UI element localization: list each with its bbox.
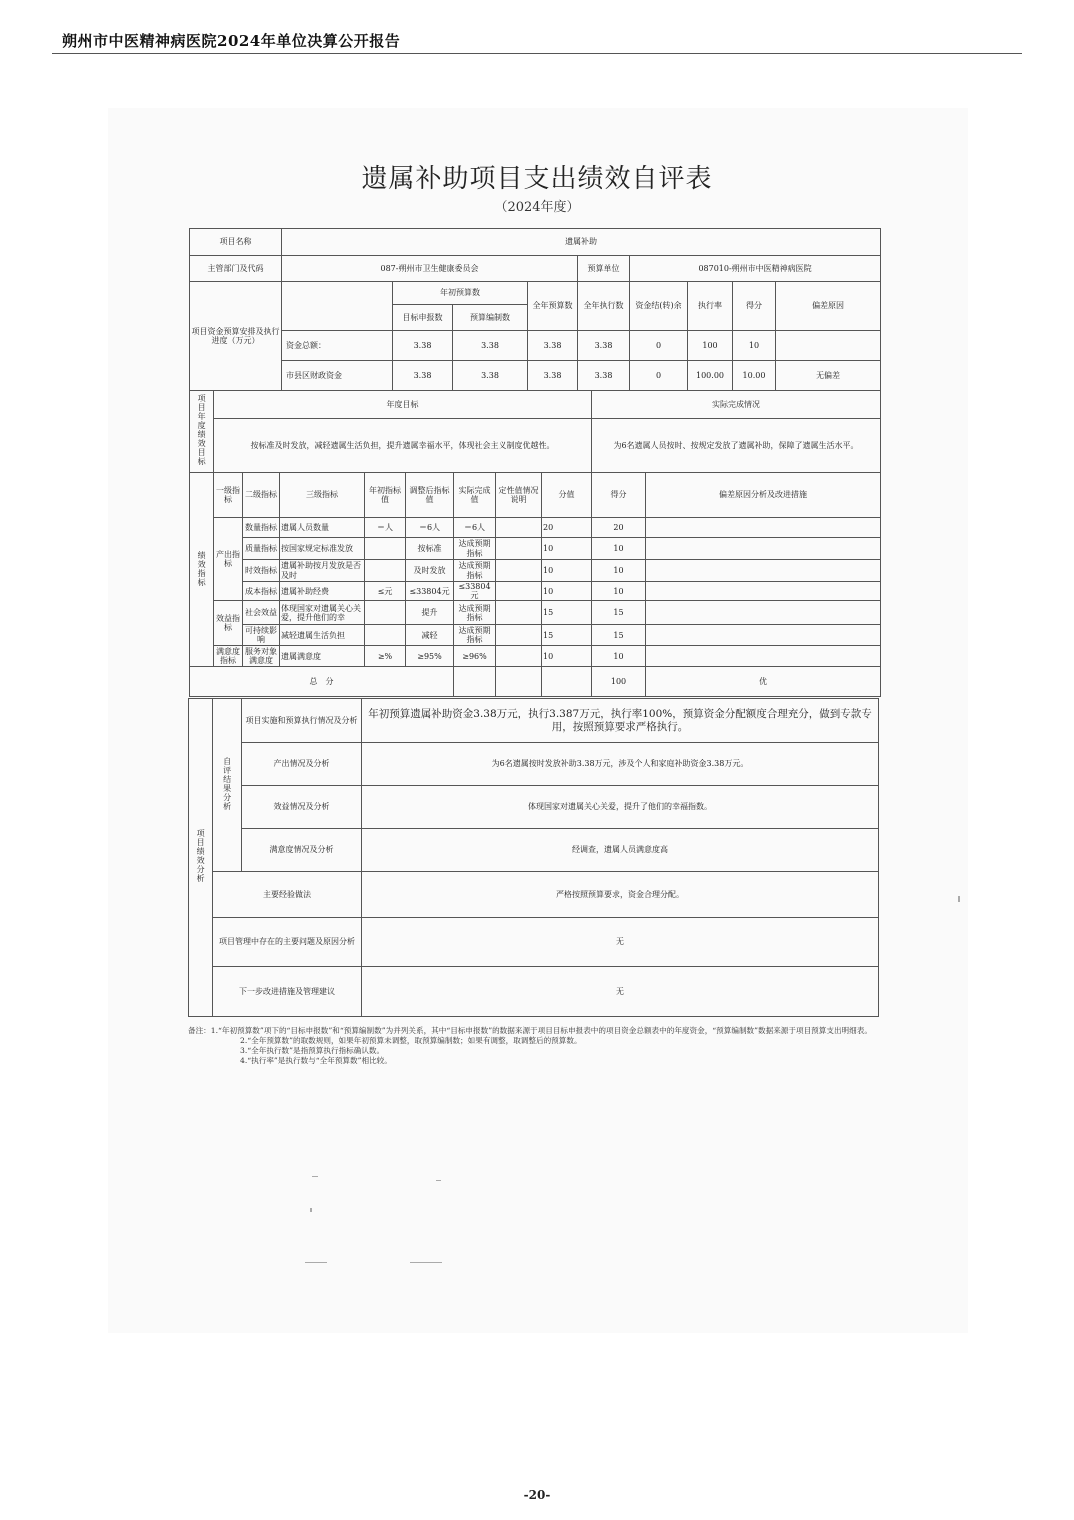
scan-speck bbox=[436, 1180, 441, 1181]
indicator-table bbox=[189, 390, 881, 697]
level2-header: 二级指标 bbox=[243, 473, 280, 518]
analysis-cell bbox=[646, 601, 881, 625]
initial-budget-header: 年初预算数 bbox=[393, 282, 528, 305]
budget-compiled-header: 预算编制数 bbox=[453, 305, 528, 331]
experience-label: 主要经验做法 bbox=[213, 872, 362, 918]
actual-cell: ＝6人 bbox=[454, 518, 496, 538]
report-header: 朔州市中医精神病医院2024年单位决算公开报告 bbox=[62, 32, 401, 50]
budget-cell: 3.38 bbox=[393, 361, 453, 391]
exec-rate-header: 执行率 bbox=[688, 282, 733, 331]
budget-cell: 0 bbox=[630, 361, 688, 391]
annual-exec-header: 全年执行数 bbox=[578, 282, 630, 331]
actual-cell: 达成预期指标 bbox=[454, 601, 496, 625]
qualitative-cell bbox=[496, 582, 542, 601]
next-steps-text: 无 bbox=[362, 967, 879, 1017]
level3-cell: 减轻遗属生活负担 bbox=[280, 625, 365, 646]
initial-cell bbox=[365, 625, 406, 646]
annual-goal-header: 年度目标 bbox=[214, 391, 592, 419]
actual-cell: 达成预期指标 bbox=[454, 560, 496, 582]
qualitative-cell bbox=[496, 646, 542, 667]
goals-side-label: 项目年度绩效目标 bbox=[190, 391, 214, 473]
adjusted-cell: 按标准 bbox=[406, 538, 454, 560]
budget-cell: 3.38 bbox=[578, 331, 630, 361]
scan-speck bbox=[958, 896, 960, 902]
score-cell: 10 bbox=[592, 582, 646, 601]
score-cell: 10 bbox=[592, 560, 646, 582]
scan-speck bbox=[310, 1208, 312, 1212]
total-blank bbox=[496, 667, 542, 697]
score-cell: 10 bbox=[592, 646, 646, 667]
output-group-label: 产出指标 bbox=[214, 518, 243, 601]
level2-cell: 时效指标 bbox=[243, 560, 280, 582]
qualitative-cell bbox=[496, 625, 542, 646]
analysis-table bbox=[188, 698, 879, 1017]
level2-cell: 成本指标 bbox=[243, 582, 280, 601]
budget-cell: 10.00 bbox=[733, 361, 776, 391]
analysis-side-label: 项目绩效分析 bbox=[189, 699, 213, 1017]
qualitative-cell bbox=[496, 538, 542, 560]
level3-cell: 遗属补助按月发放是否及时 bbox=[280, 560, 365, 582]
level2-cell: 数量指标 bbox=[243, 518, 280, 538]
budget-row-label: 项目资金预算安排及执行进度（万元） bbox=[190, 282, 282, 391]
benefit-analysis-text: 体现国家对遗属关心关爱，提升了他们的幸福指数。 bbox=[362, 786, 879, 829]
initial-cell bbox=[365, 560, 406, 582]
next-steps-label: 下一步改进措施及管理建议 bbox=[213, 967, 362, 1017]
satisfaction-analysis-text: 经调查，遗属人员满意度高 bbox=[362, 829, 879, 872]
actual-completion-header: 实际完成情况 bbox=[592, 391, 881, 419]
initial-cell bbox=[365, 538, 406, 560]
dept-value: 087-朔州市卫生健康委员会 bbox=[282, 256, 578, 282]
problems-label: 项目管理中存在的主要问题及原因分析 bbox=[213, 918, 362, 967]
qualitative-cell bbox=[496, 560, 542, 582]
budget-table bbox=[189, 228, 881, 391]
budget-blank-cell bbox=[282, 282, 393, 331]
level1-header: 一级指标 bbox=[214, 473, 243, 518]
level3-header: 三级指标 bbox=[280, 473, 365, 518]
footnotes bbox=[188, 1026, 878, 1065]
budget-cell: 无偏差 bbox=[776, 361, 881, 391]
form-subtitle: （2024年度） bbox=[494, 200, 580, 215]
form-title: 遗属补助项目支出绩效自评表 bbox=[361, 164, 713, 194]
budget-cell: 10 bbox=[733, 331, 776, 361]
level2-cell: 服务对象满意度 bbox=[243, 646, 280, 667]
footnote-2: 2.“全年预算数”的取数规则，如果年初预算未调整，取预算编制数；如果有调整，取调整后的预算数。 bbox=[240, 1035, 582, 1045]
problems-text: 无 bbox=[362, 918, 879, 967]
total-blank bbox=[454, 667, 496, 697]
project-name-label: 项目名称 bbox=[190, 229, 282, 256]
budget-cell bbox=[776, 331, 881, 361]
score-cell: 15 bbox=[592, 625, 646, 646]
annual-budget-header: 全年预算数 bbox=[528, 282, 578, 331]
level3-cell: 体现国家对遗属关心关爱，提升他们的幸 bbox=[280, 601, 365, 625]
analysis-cell bbox=[646, 538, 881, 560]
points-cell: 10 bbox=[542, 646, 592, 667]
level2-cell: 社会效益 bbox=[243, 601, 280, 625]
points-header: 分值 bbox=[542, 473, 592, 518]
output-analysis-text: 为6名遗属按时发放补助3.38万元，涉及个人和家庭补助资金3.38万元。 bbox=[362, 743, 879, 786]
budget-cell: 100 bbox=[688, 331, 733, 361]
annual-goal-text: 按标准及时发放，减轻遗属生活负担，提升遗属幸福水平，体现社会主义制度优越性。 bbox=[214, 419, 592, 473]
adjusted-value-header: 调整后指标值 bbox=[406, 473, 454, 518]
footnote-3: 3.“全年执行数”是指预算执行指标确认数。 bbox=[240, 1045, 385, 1055]
actual-cell: 达成预期指标 bbox=[454, 625, 496, 646]
score-header: 得分 bbox=[733, 282, 776, 331]
analysis-cell bbox=[646, 646, 881, 667]
initial-value-header: 年初指标值 bbox=[365, 473, 406, 518]
target-declared-header: 目标申报数 bbox=[393, 305, 453, 331]
header-divider bbox=[52, 53, 1022, 54]
adjusted-cell: 及时发放 bbox=[406, 560, 454, 582]
analysis-cell bbox=[646, 625, 881, 646]
scan-speck bbox=[410, 1262, 442, 1263]
initial-cell: ＝人 bbox=[365, 518, 406, 538]
benefit-group-label: 效益指标 bbox=[214, 601, 243, 646]
budget-cell: 3.38 bbox=[528, 361, 578, 391]
benefit-analysis-label: 效益情况及分析 bbox=[242, 786, 362, 829]
budget-row-name: 资金总额： bbox=[282, 331, 393, 361]
score-cell: 20 bbox=[592, 518, 646, 538]
budget-cell: 3.38 bbox=[453, 361, 528, 391]
points-cell: 10 bbox=[542, 582, 592, 601]
level2-cell: 可持续影响 bbox=[243, 625, 280, 646]
adjusted-cell: ≤33804元 bbox=[406, 582, 454, 601]
level2-cell: 质量指标 bbox=[243, 538, 280, 560]
unit-value: 087010-朔州市中医精神病医院 bbox=[630, 256, 881, 282]
scan-speck bbox=[312, 1176, 318, 1177]
output-analysis-label: 产出情况及分析 bbox=[242, 743, 362, 786]
actual-cell: 达成预期指标 bbox=[454, 538, 496, 560]
unit-label: 预算单位 bbox=[578, 256, 630, 282]
analysis-cell bbox=[646, 518, 881, 538]
scan-speck bbox=[305, 1262, 327, 1263]
dept-label: 主管部门及代码 bbox=[190, 256, 282, 282]
level3-cell: 遗属补助经费 bbox=[280, 582, 365, 601]
total-blank bbox=[542, 667, 592, 697]
adjusted-cell: ≥95% bbox=[406, 646, 454, 667]
initial-cell: ≤元 bbox=[365, 582, 406, 601]
qualitative-header: 定性值情况说明 bbox=[496, 473, 542, 518]
budget-row-name: 市县区财政资金 bbox=[282, 361, 393, 391]
total-grade: 优 bbox=[646, 667, 881, 697]
score-cell: 10 bbox=[592, 538, 646, 560]
impl-label: 项目实施和预算执行情况及分析 bbox=[242, 699, 362, 743]
score-header: 得分 bbox=[592, 473, 646, 518]
actual-completion-text: 为6名遗属人员按时、按规定发放了遗属补助，保障了遗属生活水平。 bbox=[592, 419, 881, 473]
level3-cell: 遗属人员数量 bbox=[280, 518, 365, 538]
impl-text: 年初预算遗属补助资金3.38万元，执行3.387万元，执行率100%，预算资金分配额度合理充分，做到专款专用，按照预算要求严格执行。 bbox=[362, 699, 879, 743]
actual-cell: ≥96% bbox=[454, 646, 496, 667]
experience-text: 严格按照预算要求，资金合理分配。 bbox=[362, 872, 879, 918]
footnote-1: 备注：1.“年初预算数”项下的“目标申报数”和“预算编制数”为并列关系，其中“目标申报数”的数据来源于项目目标申报表中的项目资金总额表中的年度资金，“预算编制数”数据来源于项目预算支出明细表。 bbox=[188, 1026, 872, 1035]
satisfaction-analysis-label: 满意度情况及分析 bbox=[242, 829, 362, 872]
adjusted-cell: 提升 bbox=[406, 601, 454, 625]
page-number: -20- bbox=[523, 1488, 551, 1502]
indicators-side-label: 绩效指标 bbox=[190, 473, 214, 667]
points-cell: 10 bbox=[542, 560, 592, 582]
budget-cell: 3.38 bbox=[578, 361, 630, 391]
adjusted-cell: ＝6人 bbox=[406, 518, 454, 538]
points-cell: 15 bbox=[542, 625, 592, 646]
budget-cell: 3.38 bbox=[528, 331, 578, 361]
initial-cell: ≥% bbox=[365, 646, 406, 667]
self-eval-label: 自评结果分析 bbox=[213, 699, 242, 872]
budget-cell: 3.38 bbox=[453, 331, 528, 361]
footnote-4: 4.“执行率”是执行数与“全年预算数”相比较。 bbox=[240, 1055, 392, 1065]
initial-cell bbox=[365, 601, 406, 625]
analysis-cell bbox=[646, 582, 881, 601]
carryover-header: 资金结(转)余 bbox=[630, 282, 688, 331]
qualitative-cell bbox=[496, 601, 542, 625]
adjusted-cell: 减轻 bbox=[406, 625, 454, 646]
score-cell: 15 bbox=[592, 601, 646, 625]
actual-cell: ≤33804元 bbox=[454, 582, 496, 601]
qualitative-cell bbox=[496, 518, 542, 538]
deviation-reason-header: 偏差原因 bbox=[776, 282, 881, 331]
total-score: 100 bbox=[592, 667, 646, 697]
total-label: 总 分 bbox=[190, 667, 454, 697]
points-cell: 20 bbox=[542, 518, 592, 538]
level3-cell: 按国家规定标准发放 bbox=[280, 538, 365, 560]
analysis-header: 偏差原因分析及改进措施 bbox=[646, 473, 881, 518]
analysis-cell bbox=[646, 560, 881, 582]
points-cell: 15 bbox=[542, 601, 592, 625]
level3-cell: 遗属满意度 bbox=[280, 646, 365, 667]
satisfaction-group-label: 满意度指标 bbox=[214, 646, 243, 667]
budget-cell: 3.38 bbox=[393, 331, 453, 361]
actual-value-header: 实际完成值 bbox=[454, 473, 496, 518]
budget-cell: 0 bbox=[630, 331, 688, 361]
points-cell: 10 bbox=[542, 538, 592, 560]
project-name-value: 遗属补助 bbox=[282, 229, 881, 256]
budget-cell: 100.00 bbox=[688, 361, 733, 391]
